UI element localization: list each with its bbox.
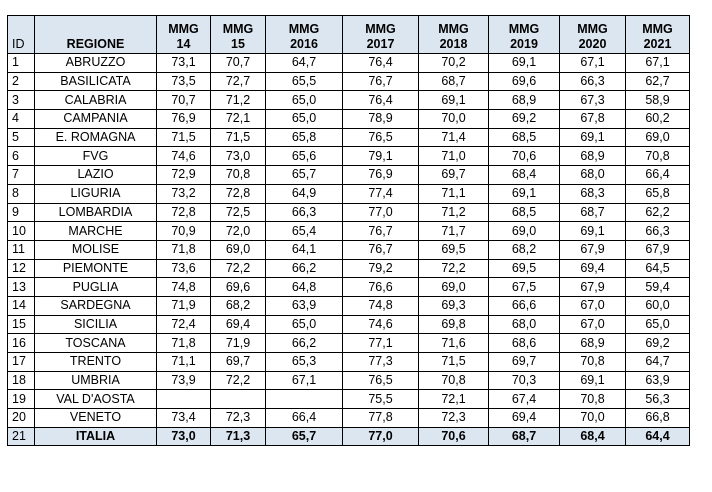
row-value-cell: 60,0 [626,296,690,315]
row-value-cell: 62,7 [626,72,690,91]
table-body [8,54,690,446]
header-year-value: 15 [231,37,245,51]
row-value-cell: 68,2 [489,240,560,259]
row-value-cell: 70,3 [489,371,560,390]
row-value-cell: 76,9 [343,166,419,185]
row-value-cell: 69,1 [489,54,560,73]
row-value-cell: 69,2 [489,110,560,129]
header-year-4 [419,16,489,54]
row-value-cell: 76,9 [157,110,211,129]
header-year-label: MMG [642,22,673,36]
row-value-cell: 70,8 [211,166,266,185]
row-value-cell: 65,3 [266,353,343,372]
row-id: 3 [8,91,35,110]
row-region: SICILIA [35,315,157,334]
row-value-cell: 64,1 [266,240,343,259]
header-year-label: MMG [577,22,608,36]
table-row [8,296,690,315]
row-value-cell: 68,7 [560,203,626,222]
row-value-cell: 76,4 [343,54,419,73]
row-value-cell: 73,0 [211,147,266,166]
row-value-cell: 71,5 [157,128,211,147]
row-value-cell: 66,4 [626,166,690,185]
row-value-cell: 69,5 [419,240,489,259]
row-id: 14 [8,296,35,315]
row-value-cell: 68,4 [489,166,560,185]
row-value-cell: 69,5 [489,259,560,278]
row-value-cell: 63,9 [626,371,690,390]
row-value-cell: 70,0 [560,409,626,428]
header-year-2 [266,16,343,54]
row-value-cell: 69,4 [211,315,266,334]
row-value-cell: 64,9 [266,184,343,203]
row-region: ABRUZZO [35,54,157,73]
row-value-cell [157,390,211,409]
row-value-cell: 77,0 [343,427,419,446]
row-value-cell: 70,0 [419,110,489,129]
row-value-cell: 69,4 [489,409,560,428]
row-value-cell: 69,7 [489,353,560,372]
row-value-cell: 70,8 [419,371,489,390]
table-row [8,54,690,73]
row-value-cell: 69,3 [419,296,489,315]
row-region: LAZIO [35,166,157,185]
table-row [8,222,690,241]
row-value-cell: 59,4 [626,278,690,297]
row-value-cell: 71,4 [419,128,489,147]
table-row [8,166,690,185]
header-year-value: 2016 [290,37,318,51]
row-value-cell: 67,4 [489,390,560,409]
row-value-cell: 74,8 [343,296,419,315]
row-value-cell: 67,5 [489,278,560,297]
row-value-cell: 72,9 [157,166,211,185]
row-id: 8 [8,184,35,203]
row-id: 21 [8,427,35,446]
row-region: BASILICATA [35,72,157,91]
header-year-7 [626,16,690,54]
row-value-cell: 65,4 [266,222,343,241]
row-value-cell: 68,9 [560,334,626,353]
row-value-cell: 66,8 [626,409,690,428]
row-region: VAL D'AOSTA [35,390,157,409]
row-value-cell: 67,0 [560,315,626,334]
row-value-cell: 69,4 [560,259,626,278]
row-value-cell: 79,1 [343,147,419,166]
row-value-cell [211,390,266,409]
header-region: REGIONE [35,16,157,54]
row-value-cell: 66,3 [560,72,626,91]
row-value-cell: 66,4 [266,409,343,428]
row-value-cell: 71,9 [157,296,211,315]
table-row [8,315,690,334]
row-value-cell: 58,9 [626,91,690,110]
row-value-cell: 75,5 [343,390,419,409]
row-value-cell: 76,6 [343,278,419,297]
row-value-cell: 66,3 [626,222,690,241]
row-id: 11 [8,240,35,259]
row-value-cell: 67,1 [560,54,626,73]
table-row [8,147,690,166]
row-value-cell: 72,7 [211,72,266,91]
header-year-value: 2020 [578,37,607,51]
row-value-cell: 69,1 [419,91,489,110]
row-value-cell: 68,5 [489,203,560,222]
table-total-row [8,427,690,446]
table-row [8,278,690,297]
row-value-cell: 72,3 [211,409,266,428]
row-value-cell: 69,1 [489,184,560,203]
row-value-cell: 69,6 [211,278,266,297]
regional-mmg-table-sheet [7,15,689,446]
row-value-cell: 67,1 [626,54,690,73]
row-value-cell: 70,9 [157,222,211,241]
row-region: TOSCANA [35,334,157,353]
row-value-cell: 77,3 [343,353,419,372]
row-value-cell: 78,9 [343,110,419,129]
header-year-0 [157,16,211,54]
table-row [8,72,690,91]
row-value-cell: 68,3 [560,184,626,203]
row-id: 1 [8,54,35,73]
row-value-cell: 72,1 [211,110,266,129]
row-id: 13 [8,278,35,297]
row-region: ITALIA [35,427,157,446]
row-id: 20 [8,409,35,428]
row-region: CAMPANIA [35,110,157,129]
table-header [8,16,690,54]
row-value-cell: 71,5 [211,128,266,147]
row-value-cell: 73,0 [157,427,211,446]
row-value-cell: 71,8 [157,334,211,353]
row-value-cell: 73,4 [157,409,211,428]
row-value-cell: 65,0 [266,91,343,110]
row-value-cell: 67,9 [626,240,690,259]
row-value-cell: 68,2 [211,296,266,315]
row-region: MOLISE [35,240,157,259]
table-row [8,203,690,222]
row-value-cell: 72,0 [211,222,266,241]
row-value-cell: 66,3 [266,203,343,222]
row-value-cell: 73,2 [157,184,211,203]
row-value-cell: 70,7 [211,54,266,73]
row-value-cell: 68,5 [489,128,560,147]
row-value-cell: 68,9 [489,91,560,110]
row-id: 18 [8,371,35,390]
row-value-cell: 73,9 [157,371,211,390]
row-value-cell: 68,7 [489,427,560,446]
row-value-cell: 76,7 [343,72,419,91]
row-region: E. ROMAGNA [35,128,157,147]
header-year-label: MMG [438,22,469,36]
row-region: VENETO [35,409,157,428]
row-region: MARCHE [35,222,157,241]
row-value-cell: 71,5 [419,353,489,372]
header-year-value: 2017 [366,37,395,51]
row-value-cell: 74,6 [157,147,211,166]
row-value-cell: 70,2 [419,54,489,73]
table-row [8,353,690,372]
header-year-label: MMG [168,22,199,36]
row-value-cell: 67,8 [560,110,626,129]
row-value-cell: 64,7 [266,54,343,73]
row-id: 10 [8,222,35,241]
row-id: 2 [8,72,35,91]
row-value-cell: 71,6 [419,334,489,353]
row-value-cell: 73,1 [157,54,211,73]
row-region: LIGURIA [35,184,157,203]
row-value-cell: 65,7 [266,427,343,446]
row-value-cell: 67,0 [560,296,626,315]
row-value-cell: 70,8 [560,390,626,409]
table-row [8,409,690,428]
table-row [8,91,690,110]
row-value-cell: 68,4 [560,427,626,446]
row-value-cell: 69,8 [419,315,489,334]
header-year-1 [211,16,266,54]
row-value-cell: 68,7 [419,72,489,91]
row-value-cell: 77,4 [343,184,419,203]
row-value-cell: 76,7 [343,222,419,241]
row-value-cell: 68,6 [489,334,560,353]
row-value-cell: 56,3 [626,390,690,409]
row-value-cell: 71,2 [211,91,266,110]
row-value-cell: 70,8 [626,147,690,166]
row-value-cell: 68,0 [560,166,626,185]
row-value-cell [266,390,343,409]
row-value-cell: 72,2 [211,259,266,278]
row-value-cell: 64,7 [626,353,690,372]
row-value-cell: 64,5 [626,259,690,278]
row-id: 16 [8,334,35,353]
row-value-cell: 63,9 [266,296,343,315]
header-year-value: 2019 [510,37,538,51]
table-row [8,128,690,147]
row-value-cell: 71,0 [419,147,489,166]
row-value-cell: 71,1 [419,184,489,203]
table-row [8,110,690,129]
row-id: 4 [8,110,35,129]
row-value-cell: 69,1 [560,128,626,147]
table-row [8,259,690,278]
row-id: 9 [8,203,35,222]
row-value-cell: 65,7 [266,166,343,185]
header-year-value: 14 [176,37,191,51]
header-year-label: MMG [365,22,396,36]
row-value-cell: 65,0 [266,315,343,334]
row-value-cell: 74,8 [157,278,211,297]
row-value-cell: 79,2 [343,259,419,278]
row-value-cell: 76,7 [343,240,419,259]
row-value-cell: 71,9 [211,334,266,353]
row-value-cell: 76,5 [343,128,419,147]
row-region: PUGLIA [35,278,157,297]
row-value-cell: 69,7 [211,353,266,372]
row-value-cell: 70,8 [560,353,626,372]
header-year-value: 2018 [439,37,468,51]
row-region: PIEMONTE [35,259,157,278]
row-value-cell: 72,8 [211,184,266,203]
row-value-cell: 77,8 [343,409,419,428]
row-id: 12 [8,259,35,278]
row-value-cell: 70,6 [419,427,489,446]
row-value-cell: 72,8 [157,203,211,222]
row-value-cell: 65,0 [266,110,343,129]
table-row [8,334,690,353]
row-value-cell: 72,5 [211,203,266,222]
row-value-cell: 67,9 [560,240,626,259]
row-value-cell: 62,2 [626,203,690,222]
row-region: TRENTO [35,353,157,372]
header-year-5 [489,16,560,54]
row-value-cell: 69,1 [560,222,626,241]
row-value-cell: 77,1 [343,334,419,353]
table-row [8,371,690,390]
row-id: 7 [8,166,35,185]
row-value-cell: 69,0 [211,240,266,259]
row-value-cell: 66,2 [266,259,343,278]
row-value-cell: 64,8 [266,278,343,297]
header-year-value: 2021 [643,37,672,51]
row-value-cell: 72,3 [419,409,489,428]
row-region: UMBRIA [35,371,157,390]
row-value-cell: 76,5 [343,371,419,390]
header-year-label: MMG [222,22,254,36]
row-value-cell: 65,6 [266,147,343,166]
row-value-cell: 64,4 [626,427,690,446]
row-value-cell: 69,0 [626,128,690,147]
row-value-cell: 70,7 [157,91,211,110]
row-id: 6 [8,147,35,166]
row-value-cell: 66,2 [266,334,343,353]
row-value-cell: 71,3 [211,427,266,446]
row-value-cell: 67,3 [560,91,626,110]
row-value-cell: 67,9 [560,278,626,297]
table-row [8,184,690,203]
row-value-cell: 69,0 [489,222,560,241]
row-value-cell: 72,2 [419,259,489,278]
row-value-cell: 65,8 [266,128,343,147]
row-value-cell: 69,7 [419,166,489,185]
row-id: 15 [8,315,35,334]
row-region: LOMBARDIA [35,203,157,222]
row-value-cell: 66,6 [489,296,560,315]
row-value-cell: 77,0 [343,203,419,222]
row-value-cell: 71,1 [157,353,211,372]
row-value-cell: 73,5 [157,72,211,91]
row-value-cell: 72,2 [211,371,266,390]
regional-mmg-table [7,15,690,446]
row-value-cell: 73,6 [157,259,211,278]
table-row [8,240,690,259]
row-region: CALABRIA [35,91,157,110]
row-id: 19 [8,390,35,409]
row-value-cell: 69,6 [489,72,560,91]
row-value-cell: 71,8 [157,240,211,259]
row-value-cell: 69,2 [626,334,690,353]
row-value-cell: 72,1 [419,390,489,409]
row-value-cell: 70,6 [489,147,560,166]
row-value-cell: 74,6 [343,315,419,334]
row-value-cell: 67,1 [266,371,343,390]
header-year-label: MMG [508,22,540,36]
table-row [8,390,690,409]
row-value-cell: 71,7 [419,222,489,241]
row-value-cell: 68,0 [489,315,560,334]
row-value-cell: 69,1 [560,371,626,390]
row-value-cell: 65,5 [266,72,343,91]
header-row [8,16,690,54]
row-value-cell: 65,8 [626,184,690,203]
row-value-cell: 68,9 [560,147,626,166]
header-year-label: MMG [288,22,320,36]
row-id: 5 [8,128,35,147]
row-region: FVG [35,147,157,166]
header-year-3 [343,16,419,54]
row-value-cell: 69,0 [419,278,489,297]
row-region: SARDEGNA [35,296,157,315]
row-value-cell: 60,2 [626,110,690,129]
row-value-cell: 65,0 [626,315,690,334]
row-value-cell: 76,4 [343,91,419,110]
header-year-6 [560,16,626,54]
row-id: 17 [8,353,35,372]
row-value-cell: 72,4 [157,315,211,334]
row-value-cell: 71,2 [419,203,489,222]
header-id: ID [8,16,35,54]
